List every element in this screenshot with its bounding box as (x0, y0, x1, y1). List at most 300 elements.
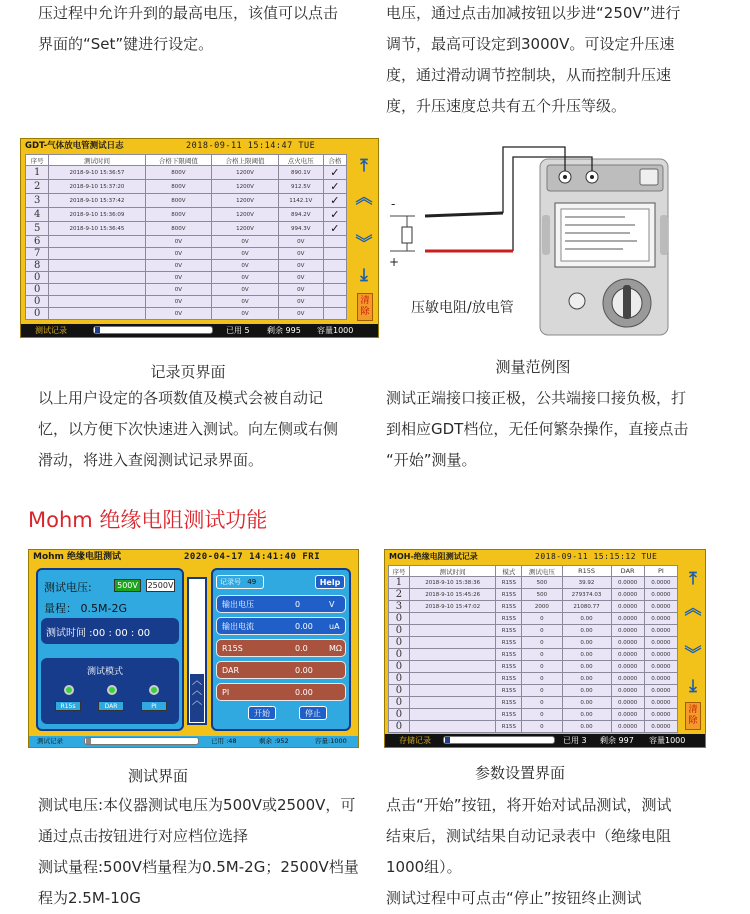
row-index: 0 (389, 637, 410, 649)
table-cell: 0V (145, 272, 212, 284)
table-cell: 0V (278, 248, 323, 260)
row-index: 1 (389, 577, 410, 589)
table-cell: 0V (212, 236, 279, 248)
table-cell: 0 (522, 637, 562, 649)
table-row[interactable] (389, 637, 678, 649)
row-index: 0 (26, 308, 49, 320)
field-unit: uA (329, 622, 340, 631)
table-cell: 0.0000 (611, 589, 644, 601)
table-cell: 800V (145, 208, 212, 222)
table-cell: 0.0000 (611, 709, 644, 721)
mohm-status-bar (29, 736, 358, 747)
gdt-log-screen (20, 138, 379, 338)
screen-datetime: 2018-09-11 15:14:47 TUE (186, 141, 316, 151)
caption-log-page: 记录页界面 (150, 363, 226, 381)
table-cell: 0 (522, 685, 562, 697)
plus-sign: + (389, 255, 400, 269)
table-cell: 500 (522, 577, 562, 589)
row-index: 0 (389, 709, 410, 721)
mode-label: 测试模式 (87, 667, 124, 677)
text-line: 点击“开始”按钮，将开始对试品测试，测试 (386, 796, 672, 814)
table-cell: 800V (145, 194, 212, 208)
table-cell: 1200V (212, 180, 279, 194)
caption-measure-example: 测量范例图 (495, 358, 571, 376)
table-cell: R15S (496, 601, 522, 613)
table-cell: 0V (212, 308, 279, 320)
gdt-log-title-bar (21, 139, 378, 153)
table-cell: 894.2V (278, 208, 323, 222)
table-cell: 21080.77 (562, 601, 611, 613)
table-cell: 0.00 (562, 697, 611, 709)
table-cell: ✓ (323, 180, 346, 194)
bottom-left-paragraph (38, 790, 378, 914)
screen-datetime: 2018-09-11 15:15:12 TUE (535, 552, 658, 561)
record-label: 记录号 (220, 578, 241, 586)
table-cell: 0.0000 (611, 613, 644, 625)
field-value: 0 (295, 600, 301, 609)
table-cell: 0 (522, 625, 562, 637)
table-cell (409, 637, 496, 649)
text-line: 1000组）。 (386, 858, 462, 876)
table-cell: 0.0000 (611, 637, 644, 649)
table-cell: 0V (278, 260, 323, 272)
screen-title: Mohm 绝缘电阻测试 (33, 552, 122, 562)
row-index: 0 (389, 613, 410, 625)
table-cell: 2018-9-10 15:37:20 (49, 180, 145, 194)
stop-button[interactable]: 停止 (299, 706, 327, 720)
table-cell (409, 625, 496, 637)
field-unit: V (329, 600, 335, 609)
table-cell: 0.0000 (611, 625, 644, 637)
top-left-paragraph (38, 0, 368, 60)
table-row[interactable] (389, 613, 678, 625)
clear-button[interactable]: 清除 (357, 293, 373, 321)
table-row[interactable] (389, 589, 678, 601)
voltage-bar (187, 577, 207, 725)
page-up-icon[interactable]: ︽ (355, 188, 373, 208)
table-cell: R15S (496, 673, 522, 685)
scroll-bottom-icon[interactable]: ⤓ (689, 676, 697, 696)
table-cell (323, 272, 346, 284)
table-row[interactable] (26, 248, 347, 260)
mode-r15s-button[interactable]: R15s (55, 701, 81, 711)
bottom-right-paragraph (386, 790, 726, 914)
field-value: 0.00 (295, 622, 313, 631)
start-button[interactable]: 开始 (248, 706, 276, 720)
table-cell: 0.0000 (611, 601, 644, 613)
table-cell: 500 (522, 589, 562, 601)
record-number (216, 575, 264, 589)
text-line: 度，通过滑动调节控制块，从而控制升压速 (386, 66, 672, 84)
mid-right-paragraph (386, 383, 726, 476)
top-right-paragraph (386, 0, 726, 122)
wiring-diagram (385, 139, 675, 339)
table-cell: 0V (278, 236, 323, 248)
table-cell: 0.00 (562, 637, 611, 649)
table-row[interactable] (26, 272, 347, 284)
table-cell: 912.5V (278, 180, 323, 194)
table-cell: R15S (496, 577, 522, 589)
scroll-top-icon[interactable]: ⤒ (689, 569, 697, 589)
row-index: 0 (389, 697, 410, 709)
mohm-title-bar (29, 550, 358, 564)
status-capacity: 容量1000 (649, 736, 686, 745)
table-cell: R15S (496, 637, 522, 649)
table-cell: ✓ (323, 222, 346, 236)
table-row[interactable] (26, 222, 347, 236)
row-index: 8 (26, 260, 49, 272)
status-remain: 剩余 :952 (259, 737, 289, 745)
table-cell (49, 296, 145, 308)
text-line: 调节，最高可设定到3000V。可设定升压速 (386, 35, 675, 53)
text-line: 测试电压:本仪器测试电压为500V或2500V，可 (38, 796, 356, 814)
text-line: 压过程中允许升到的最高电压，该值可以点击 (38, 4, 339, 22)
table-row[interactable] (389, 601, 678, 613)
table-cell: 0 (522, 721, 562, 733)
table-cell: 0.0000 (644, 673, 677, 685)
table-cell: 0.0000 (611, 721, 644, 733)
record-scrollbar[interactable] (84, 737, 199, 745)
field-label: 输出电压 (222, 600, 254, 609)
table-cell: ✓ (323, 166, 346, 180)
table-cell: 0V (145, 236, 212, 248)
table-cell: 2000 (522, 601, 562, 613)
status-remain: 剩余 997 (600, 736, 634, 745)
table-cell: R15S (496, 721, 522, 733)
table-cell: 1200V (212, 194, 279, 208)
test-mode-box (41, 658, 179, 724)
row-index: 0 (389, 721, 410, 733)
table-cell (323, 308, 346, 320)
column-header: 合格 (323, 155, 346, 166)
table-cell: 0.0000 (644, 661, 677, 673)
text-line: 测试正端接口接正极，公共端接口接负极，打 (386, 389, 687, 407)
table-cell: 0V (145, 260, 212, 272)
table-cell: 0 (522, 697, 562, 709)
table-row[interactable] (26, 260, 347, 272)
row-index: 0 (389, 685, 410, 697)
table-cell: 0.0000 (644, 709, 677, 721)
caption-param-screen: 参数设置界面 (474, 764, 565, 782)
scroll-top-icon[interactable]: ⤒ (360, 156, 368, 176)
table-cell: 0.0000 (611, 661, 644, 673)
column-header: 序号 (26, 155, 49, 166)
table-cell: 0.0000 (644, 649, 677, 661)
test-settings-panel (36, 568, 184, 731)
range-label: 量程： 0.5M-2G (44, 602, 127, 615)
table-cell: 0V (145, 248, 212, 260)
table-cell: 0V (145, 296, 212, 308)
table-cell: 890.1V (278, 166, 323, 180)
table-cell: 279374.03 (562, 589, 611, 601)
field-value: 0.00 (295, 666, 313, 675)
row-index: 2 (389, 589, 410, 601)
row-index: 0 (26, 284, 49, 296)
table-cell: 2018-9-10 15:37:42 (49, 194, 145, 208)
table-cell: 0.0000 (644, 601, 677, 613)
mohm-log-status-bar (385, 734, 705, 747)
table-cell: 0.0000 (611, 649, 644, 661)
table-cell: 0V (278, 272, 323, 284)
page-up-icon[interactable]: ︽ (684, 599, 702, 619)
mohm-log-table (388, 565, 678, 733)
column-header: R15S (562, 566, 611, 577)
table-cell: 800V (145, 222, 212, 236)
table-cell: 0.0000 (644, 625, 677, 637)
resistor-label: 压敏电阻/放电管 (411, 300, 514, 316)
table-cell: 2018-9-10 15:38:36 (409, 577, 496, 589)
table-row[interactable] (389, 661, 678, 673)
gdt-status-bar (21, 324, 378, 337)
table-cell (323, 236, 346, 248)
status-capacity: 容量:1000 (315, 737, 347, 745)
column-header: 合格下限阈值 (145, 155, 212, 166)
status-remain: 剩余 995 (267, 326, 301, 335)
record-value: 49 (247, 578, 257, 586)
gdt-log-table (25, 154, 347, 320)
row-index: 6 (26, 236, 49, 248)
table-row[interactable] (26, 308, 347, 320)
field-label: 输出电流 (222, 622, 254, 631)
mode-radio-icon[interactable] (107, 685, 117, 695)
table-cell: 0.00 (562, 673, 611, 685)
row-index: 4 (26, 208, 49, 222)
table-cell (323, 248, 346, 260)
table-cell: ✓ (323, 194, 346, 208)
mohm-test-screen (28, 549, 359, 748)
table-cell: 0.00 (562, 685, 611, 697)
column-header: 序号 (389, 566, 410, 577)
row-index: 5 (26, 222, 49, 236)
mid-left-paragraph (38, 383, 373, 476)
table-row[interactable] (26, 236, 347, 248)
table-row[interactable] (389, 577, 678, 589)
table-cell: 0V (145, 284, 212, 296)
page-down-icon[interactable]: ︾ (684, 645, 702, 665)
table-cell: 0.0000 (644, 589, 677, 601)
text-line: 电压，通过点击加减按钮以步进“250V”进行 (386, 4, 681, 22)
table-cell (323, 284, 346, 296)
table-row[interactable] (26, 194, 347, 208)
table-row[interactable] (389, 721, 678, 733)
table-cell: 0.0000 (644, 577, 677, 589)
status-label: 存储记录 (399, 736, 431, 745)
column-header: DAR (611, 566, 644, 577)
status-used: 已用 5 (226, 326, 250, 335)
measurement-field (216, 595, 346, 613)
status-used: 已用 :48 (211, 737, 237, 745)
table-cell: 0.0000 (644, 721, 677, 733)
field-label: PI (222, 688, 230, 697)
measurement-panel (211, 568, 351, 731)
table-cell: 0V (212, 296, 279, 308)
mode-pi-button[interactable]: PI (141, 701, 167, 711)
table-cell (49, 272, 145, 284)
table-row[interactable] (26, 208, 347, 222)
test-time-box (41, 618, 179, 644)
table-cell: R15S (496, 625, 522, 637)
table-cell: 0V (212, 272, 279, 284)
table-cell: 0V (212, 248, 279, 260)
record-scrollbar[interactable] (443, 736, 555, 744)
table-cell: R15S (496, 697, 522, 709)
table-cell (49, 308, 145, 320)
column-header: 点火电压 (278, 155, 323, 166)
table-cell: R15S (496, 589, 522, 601)
field-label: R15S (222, 644, 243, 653)
table-cell: 0.0000 (611, 697, 644, 709)
table-cell: 0.0000 (644, 697, 677, 709)
table-cell: 0 (522, 673, 562, 685)
field-label: DAR (222, 666, 240, 675)
screen-title: MOH-绝缘电阻测试记录 (389, 552, 478, 561)
caption-test-screen: 测试界面 (127, 767, 188, 785)
table-cell: 0V (212, 284, 279, 296)
table-cell: R15S (496, 649, 522, 661)
mode-radio-icon[interactable] (149, 685, 159, 695)
voltage-500-button[interactable]: 500V (114, 579, 141, 592)
table-row[interactable] (389, 673, 678, 685)
table-cell: 0.00 (562, 661, 611, 673)
table-cell: 1200V (212, 222, 279, 236)
column-header: 测试电压 (522, 566, 562, 577)
table-cell: 0.0000 (611, 577, 644, 589)
column-header: 测试时间 (409, 566, 496, 577)
table-row[interactable] (389, 685, 678, 697)
column-header: PI (644, 566, 677, 577)
record-scrollbar[interactable] (93, 326, 213, 334)
text-line: “开始”测量。 (386, 451, 477, 469)
table-cell: 0.00 (562, 709, 611, 721)
mode-dar-button[interactable]: DAR (98, 701, 124, 711)
page-down-icon[interactable]: ︾ (355, 234, 373, 254)
table-cell: 0 (522, 649, 562, 661)
status-used: 已用 3 (563, 736, 587, 745)
table-cell: 1200V (212, 166, 279, 180)
table-cell (323, 260, 346, 272)
table-cell: 0V (145, 308, 212, 320)
table-cell (409, 721, 496, 733)
table-cell: 2018-9-10 15:47:02 (409, 601, 496, 613)
table-cell: 0.0000 (644, 685, 677, 697)
screen-title: GDT-气体放电管测试日志 (25, 141, 124, 151)
minus-sign: - (391, 197, 396, 211)
table-cell: 0V (278, 308, 323, 320)
row-index: 0 (389, 625, 410, 637)
table-cell: 39.92 (562, 577, 611, 589)
status-label: 测试记录 (37, 737, 63, 745)
table-cell: R15S (496, 709, 522, 721)
table-cell: 0 (522, 709, 562, 721)
row-index: 0 (389, 673, 410, 685)
field-value: 0.00 (295, 688, 313, 697)
table-row[interactable] (389, 709, 678, 721)
table-row[interactable] (389, 649, 678, 661)
row-index: 0 (26, 296, 49, 308)
table-cell (49, 248, 145, 260)
clear-button[interactable]: 清除 (685, 702, 701, 730)
voltage-2500-button[interactable]: 2500V (147, 581, 174, 590)
table-cell: 0 (522, 613, 562, 625)
table-cell (323, 296, 346, 308)
table-cell (409, 613, 496, 625)
measurement-field (216, 683, 346, 701)
table-cell (409, 661, 496, 673)
measurement-field (216, 639, 346, 657)
table-cell: 2018-9-10 15:36:09 (49, 208, 145, 222)
row-index: 7 (26, 248, 49, 260)
table-cell: 994.3V (278, 222, 323, 236)
table-cell: R15S (496, 661, 522, 673)
text-line: 结束后，测试结果自动记录表中（绝缘电阻 (386, 827, 672, 845)
row-index: 3 (389, 601, 410, 613)
table-row[interactable] (389, 697, 678, 709)
measurement-field (216, 617, 346, 635)
table-cell (49, 284, 145, 296)
table-cell: 0.00 (562, 649, 611, 661)
table-cell: 0.00 (562, 613, 611, 625)
column-header: 测试时间 (49, 155, 145, 166)
table-cell (409, 685, 496, 697)
table-cell: 1142.1V (278, 194, 323, 208)
column-header: 合格上限阈值 (212, 155, 279, 166)
table-cell: 2018-9-10 15:36:57 (49, 166, 145, 180)
table-cell: 0.0000 (644, 613, 677, 625)
table-row[interactable] (26, 296, 347, 308)
mohm-log-screen (384, 549, 706, 748)
table-cell: 1200V (212, 208, 279, 222)
text-line: 滑动，将进入查阅测试记录界面。 (38, 451, 264, 469)
table-row[interactable] (26, 166, 347, 180)
table-row[interactable] (389, 625, 678, 637)
table-cell (409, 673, 496, 685)
text-line: 到相应GDT档位，无任何繁杂操作，直接点击 (386, 420, 689, 438)
table-cell (49, 260, 145, 272)
scroll-bottom-icon[interactable]: ⤓ (360, 265, 368, 285)
mohm-log-title-bar (385, 550, 705, 564)
text-line: 度，升压速度总共有五个升压等级。 (386, 97, 627, 115)
status-label: 测试记录 (35, 326, 67, 335)
field-value: 0.0 (295, 644, 308, 653)
measurement-field (216, 661, 346, 679)
row-index: 0 (26, 272, 49, 284)
row-index: 0 (389, 649, 410, 661)
row-index: 0 (389, 661, 410, 673)
table-cell: 0V (212, 260, 279, 272)
voltage-label: 测试电压: (44, 581, 92, 594)
table-cell: 0V (278, 284, 323, 296)
test-time: 测试时间 :00 : 00 : 00 (46, 628, 151, 639)
table-cell (409, 697, 496, 709)
status-capacity: 容量1000 (317, 326, 354, 335)
text-line: 测试量程:500V档量程为0.5M-2G；2500V档量 (38, 858, 359, 876)
table-row[interactable] (26, 180, 347, 194)
table-cell: 0.0000 (611, 673, 644, 685)
table-cell: 0.0000 (644, 637, 677, 649)
table-row[interactable] (26, 284, 347, 296)
table-cell: 2018-9-10 15:36:45 (49, 222, 145, 236)
table-cell (409, 709, 496, 721)
text-line: 以上用户设定的各项数值及模式会被自动记 (38, 389, 324, 407)
help-button[interactable]: Help (315, 575, 345, 589)
row-index: 1 (26, 166, 49, 180)
table-cell: 0 (522, 661, 562, 673)
table-cell: 2018-9-10 15:45:26 (409, 589, 496, 601)
table-cell: 0V (278, 296, 323, 308)
row-index: 3 (26, 194, 49, 208)
table-cell (49, 236, 145, 248)
mode-radio-icon[interactable] (64, 685, 74, 695)
